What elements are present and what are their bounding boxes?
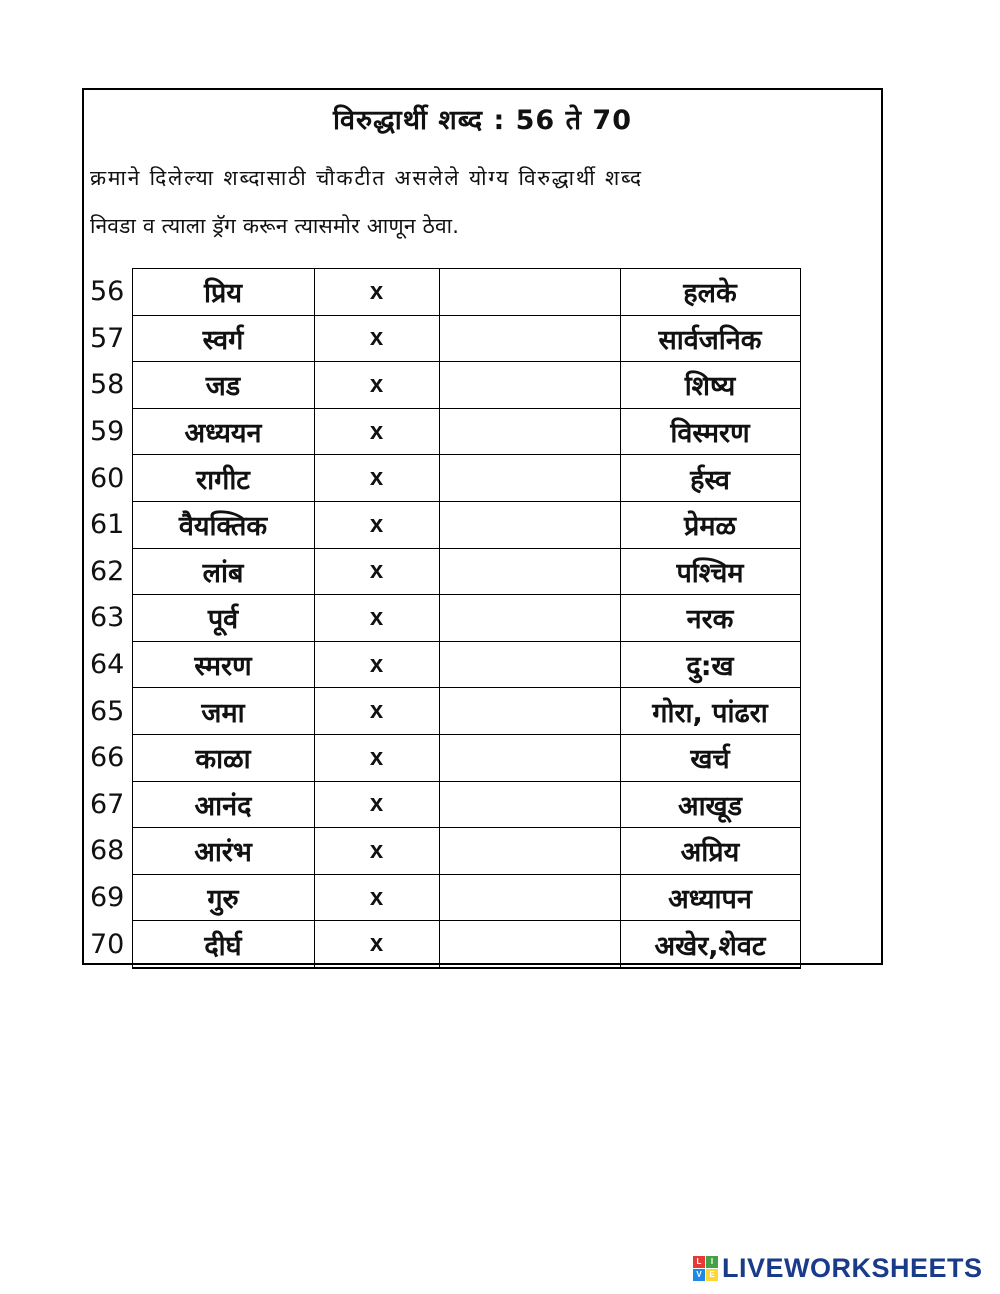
row-number: 58 xyxy=(84,362,132,409)
table-row xyxy=(84,362,800,409)
table-row xyxy=(84,641,800,688)
answer-drop-box[interactable] xyxy=(439,269,620,316)
opposite-separator: x xyxy=(314,921,439,968)
given-word: स्मरण xyxy=(132,641,314,688)
draggable-option[interactable]: अप्रिय xyxy=(620,828,800,875)
given-word: प्रिय xyxy=(132,269,314,316)
answer-drop-box[interactable] xyxy=(439,874,620,921)
answer-drop-box[interactable] xyxy=(439,455,620,502)
opposite-separator: x xyxy=(314,781,439,828)
logo-mark-cell: L xyxy=(693,1256,705,1268)
answer-drop-box[interactable] xyxy=(439,315,620,362)
table-row xyxy=(84,315,800,362)
draggable-option[interactable]: नरक xyxy=(620,595,800,642)
given-word: पूर्व xyxy=(132,595,314,642)
draggable-option[interactable]: आखूड xyxy=(620,781,800,828)
answer-drop-box[interactable] xyxy=(439,781,620,828)
answer-drop-box[interactable] xyxy=(439,641,620,688)
opposite-separator: x xyxy=(314,548,439,595)
row-number: 65 xyxy=(84,688,132,735)
draggable-option[interactable]: र्हस्व xyxy=(620,455,800,502)
row-number: 61 xyxy=(84,501,132,548)
opposite-separator: x xyxy=(314,641,439,688)
draggable-option[interactable]: गोरा, पांढरा xyxy=(620,688,800,735)
opposite-separator: x xyxy=(314,455,439,502)
logo-text: LIVEWORKSHEETS xyxy=(722,1252,983,1283)
answer-drop-box[interactable] xyxy=(439,921,620,968)
answer-drop-box[interactable] xyxy=(439,595,620,642)
row-number: 59 xyxy=(84,408,132,455)
antonym-table xyxy=(84,268,801,969)
liveworksheets-logo xyxy=(693,1253,983,1283)
row-number: 66 xyxy=(84,734,132,781)
given-word: लांब xyxy=(132,548,314,595)
answer-drop-box[interactable] xyxy=(439,828,620,875)
answer-drop-box[interactable] xyxy=(439,408,620,455)
draggable-option[interactable]: खर्च xyxy=(620,734,800,781)
draggable-option[interactable]: सार्वजनिक xyxy=(620,315,800,362)
opposite-separator: x xyxy=(314,501,439,548)
draggable-option[interactable]: पश्चिम xyxy=(620,548,800,595)
row-number: 64 xyxy=(84,641,132,688)
given-word: आरंभ xyxy=(132,828,314,875)
table-row xyxy=(84,874,800,921)
logo-mark-cell: I xyxy=(706,1256,718,1268)
table-row xyxy=(84,828,800,875)
draggable-option[interactable]: अध्यापन xyxy=(620,874,800,921)
answer-drop-box[interactable] xyxy=(439,548,620,595)
given-word: जड xyxy=(132,362,314,409)
opposite-separator: x xyxy=(314,362,439,409)
row-number: 60 xyxy=(84,455,132,502)
row-number: 56 xyxy=(84,269,132,316)
table-row xyxy=(84,455,800,502)
logo-mark-cell: V xyxy=(693,1269,705,1281)
draggable-option[interactable]: विस्मरण xyxy=(620,408,800,455)
answer-drop-box[interactable] xyxy=(439,501,620,548)
answer-drop-box[interactable] xyxy=(439,362,620,409)
row-number: 67 xyxy=(84,781,132,828)
table-row xyxy=(84,921,800,968)
table-row xyxy=(84,595,800,642)
table-row xyxy=(84,781,800,828)
draggable-option[interactable]: प्रेमळ xyxy=(620,501,800,548)
opposite-separator: x xyxy=(314,408,439,455)
logo-mark-icon xyxy=(693,1256,718,1281)
given-word: स्वर्ग xyxy=(132,315,314,362)
row-number: 57 xyxy=(84,315,132,362)
table-row xyxy=(84,688,800,735)
table-row xyxy=(84,408,800,455)
row-number: 63 xyxy=(84,595,132,642)
table-row xyxy=(84,501,800,548)
table-row xyxy=(84,269,800,316)
row-number: 70 xyxy=(84,921,132,968)
answer-drop-box[interactable] xyxy=(439,688,620,735)
row-number: 69 xyxy=(84,874,132,921)
opposite-separator: x xyxy=(314,269,439,316)
row-number: 68 xyxy=(84,828,132,875)
table-row xyxy=(84,548,800,595)
draggable-option[interactable]: अखेर,शेवट xyxy=(620,921,800,968)
opposite-separator: x xyxy=(314,688,439,735)
instruction-line-2: निवडा व त्याला ड्रॅग करून त्यासमोर आणून ठेवा. xyxy=(90,214,460,238)
row-number: 62 xyxy=(84,548,132,595)
given-word: अध्ययन xyxy=(132,408,314,455)
opposite-separator: x xyxy=(314,828,439,875)
given-word: जमा xyxy=(132,688,314,735)
opposite-separator: x xyxy=(314,734,439,781)
worksheet-frame xyxy=(82,88,883,965)
given-word: आनंद xyxy=(132,781,314,828)
opposite-separator: x xyxy=(314,595,439,642)
given-word: काळा xyxy=(132,734,314,781)
given-word: गुरु xyxy=(132,874,314,921)
given-word: वैयक्तिक xyxy=(132,501,314,548)
draggable-option[interactable]: दु:ख xyxy=(620,641,800,688)
opposite-separator: x xyxy=(314,874,439,921)
given-word: रागीट xyxy=(132,455,314,502)
draggable-option[interactable]: शिष्य xyxy=(620,362,800,409)
answer-drop-box[interactable] xyxy=(439,734,620,781)
opposite-separator: x xyxy=(314,315,439,362)
instruction-line-1: क्रमाने दिलेल्या शब्दासाठी चौकटीत असलेले योग्य विरुद्धार्थी शब्द xyxy=(90,166,643,190)
draggable-option[interactable]: हलके xyxy=(620,269,800,316)
logo-mark-cell: E xyxy=(706,1269,718,1281)
worksheet-title: विरुद्धार्थी शब्द : 56 ते 70 xyxy=(333,105,632,136)
given-word: दीर्घ xyxy=(132,921,314,968)
table-row xyxy=(84,734,800,781)
